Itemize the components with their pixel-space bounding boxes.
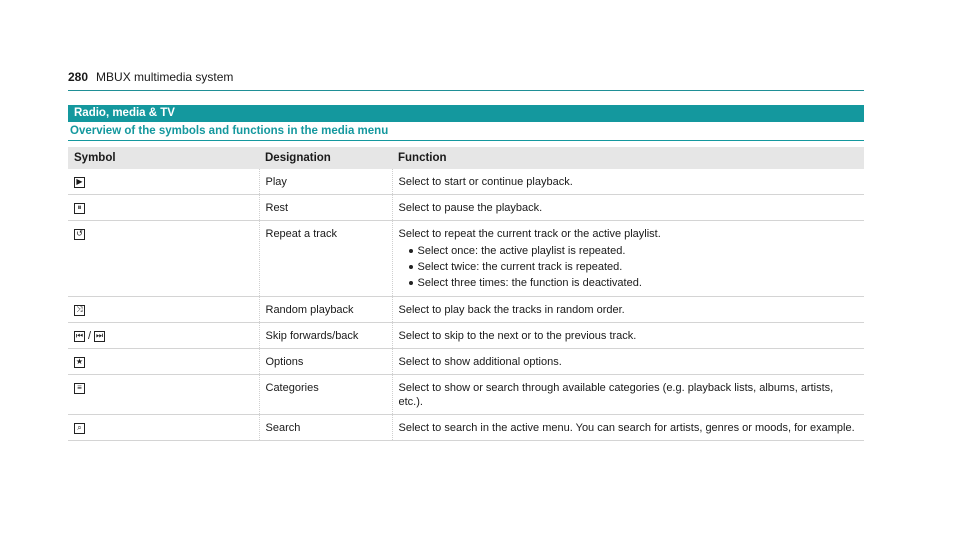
page-number: 280 [68, 70, 89, 84]
function-text: Select to show or search through available categories (e.g. playback lists, albums, artists, etc.). [398, 382, 834, 409]
symbol-cell [68, 349, 259, 375]
search-icon: ⌕ [74, 423, 85, 434]
function-text: Select to pause the playback. [398, 202, 543, 214]
symbol-cell [68, 297, 259, 323]
symbols-table-container [68, 147, 864, 456]
function-text: Select to play back the tracks in random order. [398, 304, 625, 316]
function-cell [392, 415, 864, 441]
table-row [68, 221, 864, 297]
section-title: Radio, media & TV [68, 105, 864, 122]
designation-cell: Rest [259, 195, 392, 221]
pause-icon: ⏸ [74, 203, 85, 214]
symbol-cell [68, 415, 259, 441]
manual-title: MBUX multimedia system [96, 70, 234, 84]
bullet-item: Select once: the active playlist is repeated. [409, 243, 859, 259]
shuffle-icon: ⤨ [74, 305, 85, 316]
categories-icon: ≡ [74, 383, 85, 394]
repeat-icon: ↺ [74, 229, 85, 240]
page-header [68, 70, 864, 91]
function-text: Select to show additional options. [398, 356, 562, 369]
function-cell [392, 169, 864, 195]
section-subtitle: Overview of the symbols and functions in the media menu [68, 125, 864, 141]
skip-forward-icon: ⏭ [95, 331, 104, 341]
table-row [68, 195, 864, 221]
designation-cell: Repeat a track [259, 221, 392, 297]
symbol-cell [68, 195, 259, 221]
designation-cell: Options [259, 349, 392, 375]
function-cell [392, 375, 864, 415]
bullet-item: Select three times: the function is deactivated. [409, 275, 859, 291]
table-row [68, 375, 864, 415]
function-cell [392, 323, 864, 349]
designation-cell: Play [259, 169, 392, 195]
function-text: Select to repeat the current track or the active playlist. [398, 228, 661, 240]
function-text: Select to skip to the next or to the previous track. [398, 330, 637, 342]
table-row [68, 169, 864, 195]
symbols-table [68, 147, 864, 441]
designation-cell: Categories [259, 375, 392, 415]
function-text: Select to start or continue playback. [398, 176, 573, 188]
header-designation: Designation [259, 147, 392, 169]
function-cell [392, 221, 864, 297]
skip-back-icon: ⏮ [75, 331, 84, 341]
bullet-item: Select twice: the current track is repeated. [409, 259, 859, 275]
header-function: Function [392, 147, 864, 169]
symbol-cell [68, 221, 259, 297]
symbol-cell [68, 169, 259, 195]
table-row [68, 323, 864, 349]
designation-cell: Random playback [259, 297, 392, 323]
table-row [68, 349, 864, 375]
symbol-cell [68, 375, 259, 415]
symbol-separator: / [88, 330, 92, 343]
table-row [68, 297, 864, 323]
function-cell [392, 195, 864, 221]
play-icon: ▶ [74, 177, 85, 188]
table-header-row [68, 147, 864, 169]
table-row [68, 415, 864, 441]
function-text: Select to search in the active menu. You can search for artists, genres or moods, for example. [398, 422, 855, 435]
function-bullets [399, 243, 859, 291]
header-symbol: Symbol [68, 147, 259, 169]
function-cell [392, 297, 864, 323]
designation-cell: Skip forwards/back [259, 323, 392, 349]
symbol-cell [68, 323, 259, 349]
function-cell [392, 349, 864, 375]
star-icon: ★ [75, 357, 84, 367]
designation-cell: Search [259, 415, 392, 441]
